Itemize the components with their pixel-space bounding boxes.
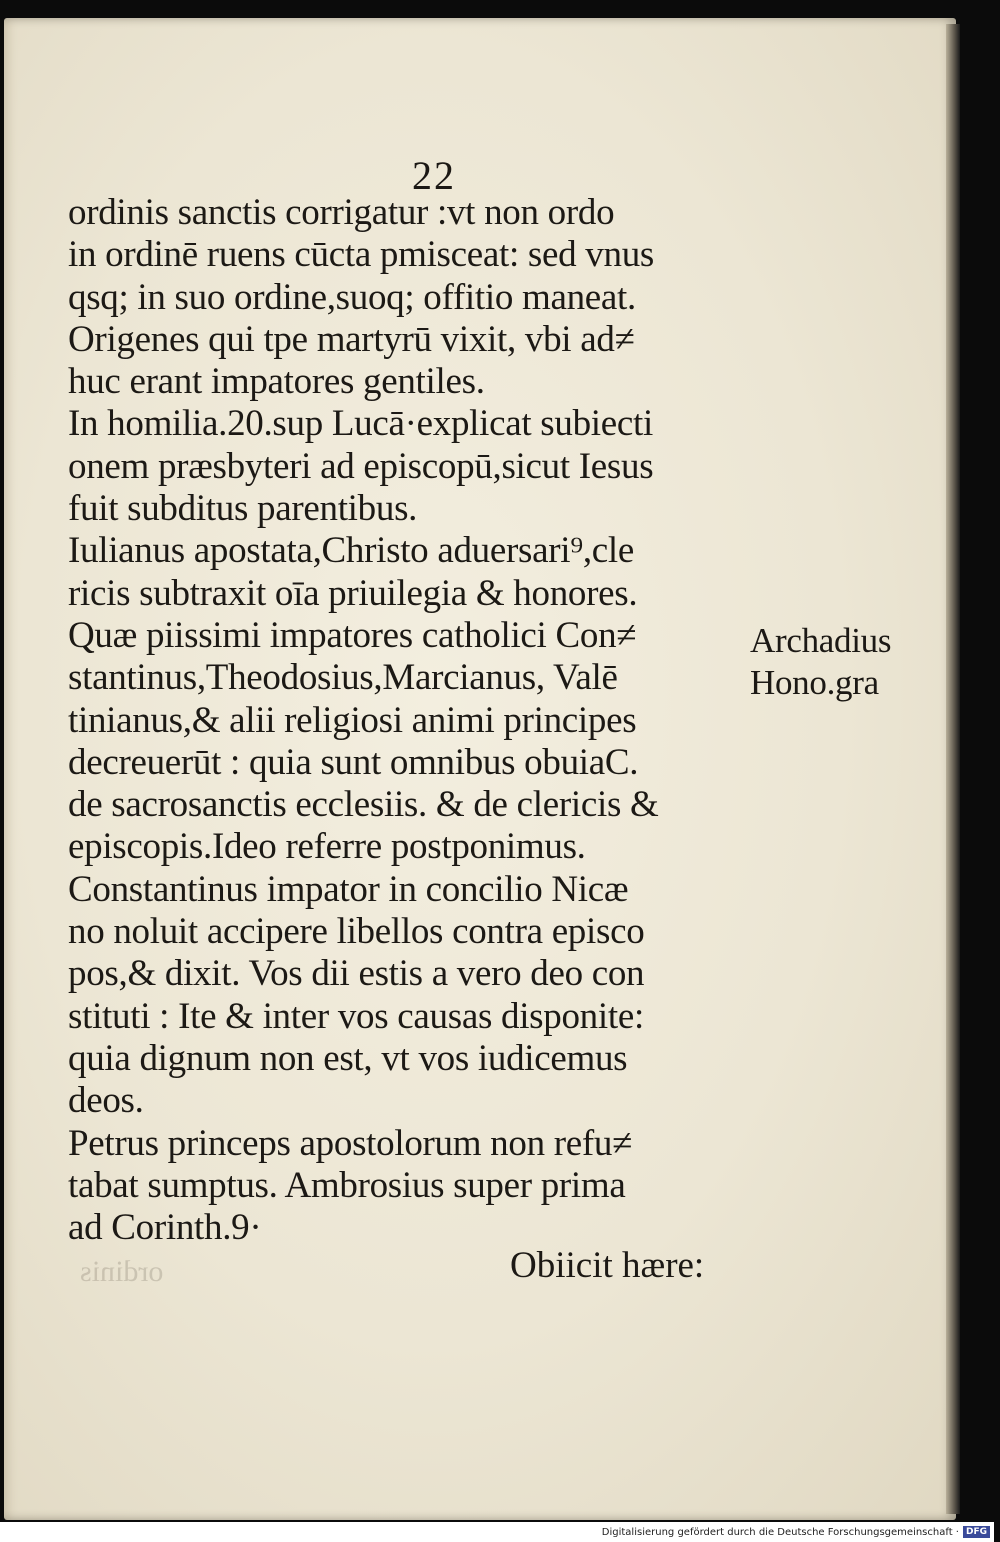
text-line: pos,& dixit. Vos dii estis a vero deo con xyxy=(68,953,645,995)
text-line: ordinis sanctis corrigatur :vt non ordo xyxy=(68,192,615,233)
text-line: in ordinē ruens cūcta pmisceat: sed vnus xyxy=(68,234,654,276)
text-line: Petrus princeps apostolorum non refu≠ xyxy=(68,1122,633,1164)
text-line: deos. xyxy=(68,1080,144,1122)
marginal-line: Archadius xyxy=(750,621,892,660)
text-line: Quæ piissimi impatores catholici Con≠ xyxy=(68,614,637,656)
text-line: Constantinus impator in concilio Nicæ xyxy=(68,868,629,910)
page-number: 22 xyxy=(412,153,456,198)
text-line: Origenes qui tpe martyrū vixit, vbi ad≠ xyxy=(68,318,635,360)
text-line: qsq; in suo ordine,suoq; offitio maneat. xyxy=(68,276,636,318)
text-line: In homilia.20.sup Lucā·explicat subiecti xyxy=(68,403,653,445)
text-line: fuit subditus parentibus. xyxy=(68,488,418,530)
text-line: tinianus,& alii religiosi animi principes xyxy=(68,699,637,741)
text-line: ricis subtraxit oīa priuilegia & honores. xyxy=(68,572,638,614)
text-line: onem præsbyteri ad episcopū,sicut Iesus xyxy=(68,445,654,487)
text-line: huc erant impatores gentiles. xyxy=(68,361,485,403)
text-line: de sacrosanctis ecclesiis. & de clericis & xyxy=(68,784,659,826)
text-line: stantinus,Theodosius,Marcianus, Valē xyxy=(68,657,618,699)
text-line: episcopis.Ideo referre postponimus. xyxy=(68,826,586,868)
text-line: quia dignum non est, vt vos iudicemus xyxy=(68,1037,628,1079)
text-line: ad Corinth.9· xyxy=(68,1207,262,1249)
text-line: no noluit accipere libellos contra episco xyxy=(68,911,645,953)
dfg-logo: DFG xyxy=(963,1526,990,1538)
funding-notice: Digitalisierung gefördert durch die Deutsche Forschungsgemeinschaft · xyxy=(601,1526,959,1538)
footer-bar xyxy=(0,1522,994,1542)
text-line: Iulianus apostata,Christo aduersari⁹,cle xyxy=(68,530,634,572)
text-line: tabat sumptus. Ambrosius super prima xyxy=(68,1164,626,1206)
marginal-line: Hono.gra xyxy=(750,663,879,703)
marginal-note xyxy=(750,620,891,705)
catchword: Obiicit hære: xyxy=(510,1245,705,1286)
text-line: decreuerūt : quia sunt omnibus obuiaC. xyxy=(68,741,639,783)
main-text-block xyxy=(68,192,748,1249)
text-line: stituti : Ite & inter vos causas disponite: xyxy=(68,995,644,1037)
show-through-text: ordinis xyxy=(80,1255,164,1288)
page-edge xyxy=(946,24,960,1514)
